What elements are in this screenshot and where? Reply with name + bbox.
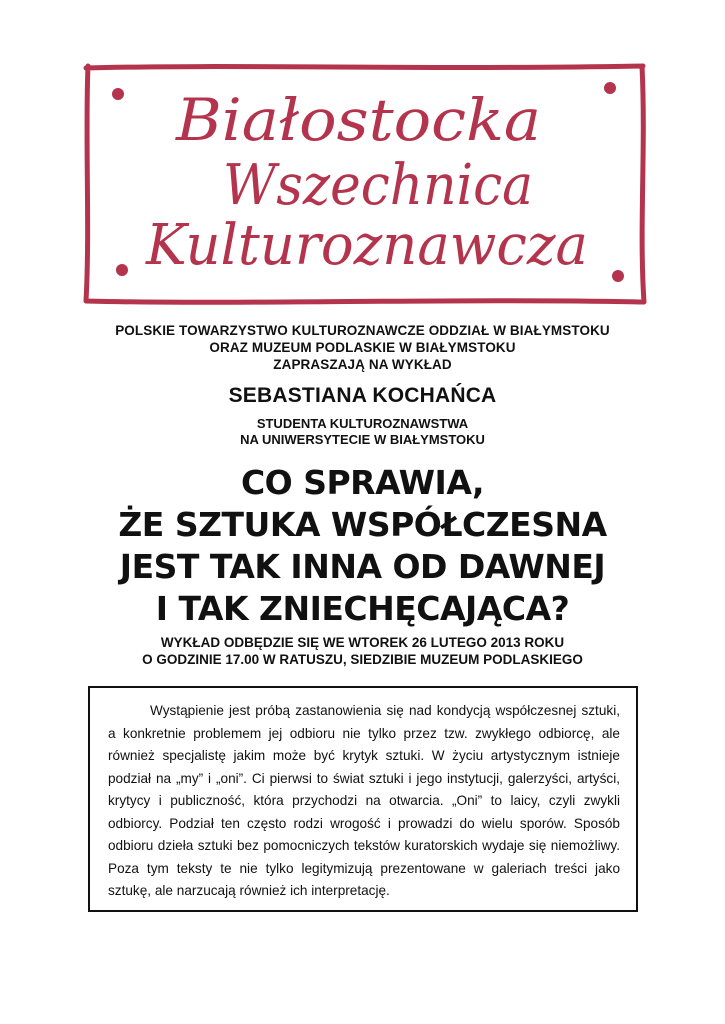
logo-line-2: Wszechnica [223,153,533,218]
place-line: O GODZINIE 17.00 W RATUSZU, SIEDZIBIE MUZEUM PODLASKIEGO [142,652,583,667]
logo-line-1: Białostocka [174,86,541,154]
title-line: I TAK ZNIECHĘCAJĄCA? [155,589,570,628]
organizer-line: POLSKIE TOWARZYSTWO KULTUROZNAWCZE ODDZIAŁ W BIAŁYMSTOKU [115,323,610,338]
logo [78,58,658,314]
affiliation-line: NA UNIWERSYTECIE W BIAŁYMSTOKU [240,432,485,447]
speaker-affiliation [0,416,725,448]
title-line: ŻE SZTUKA WSPÓŁCZESNA [118,505,607,544]
abstract-box [88,686,638,912]
date-line: WYKŁAD ODBĘDZIE SIĘ WE WTOREK 26 LUTEGO 2013 ROKU [160,635,565,650]
lecture-title [0,462,725,630]
logo-line-3: Kulturoznawcza [145,213,588,278]
organizers [0,322,725,373]
abstract-text: Wystąpienie jest próbą zastanowienia się nad kondycją współczesnej sztuki, a konkretnie problemem jej odbioru nie tylko przez tzw. zwykłego odbiorcę, ale również specjalistę jakim może być krytyk sztuki. W życiu artystycznym istnieje podział na „my” i „oni”. Ci pierwsi to świat sztuki i jego instytucji, galerzyści, artyści, krytycy i publiczność, która przychodzi na otwarcia. „Oni” to laicy, czyli zwykli odbiorcy. Podział ten często rodzi wrogość i prowadzi do wielu sporów. Sposób odbioru dzieła sztuki bez pomocniczych tekstów kuratorskich wydaje się niemożliwy. Poza tym teksty te nie tylko legitymizują prezentowane w galeriach treści jako sztukę, ale narzucają również ich interpretację. [108,703,620,898]
title-line: JEST TAK INNA OD DAWNEJ [119,547,606,586]
speaker-name: SEBASTIANA KOCHAŃCA [228,384,497,407]
lecture-date-place [0,634,725,668]
logo-handwritten-frame [78,58,658,314]
affiliation-line: STUDENTA KULTUROZNAWSTWA [256,416,469,431]
title-line: CO SPRAWIA, [240,463,485,502]
invitation-line: ZAPRASZAJĄ NA WYKŁAD [273,357,452,372]
organizer-line: ORAZ MUZEUM PODLASKIE W BIAŁYMSTOKU [209,340,516,355]
